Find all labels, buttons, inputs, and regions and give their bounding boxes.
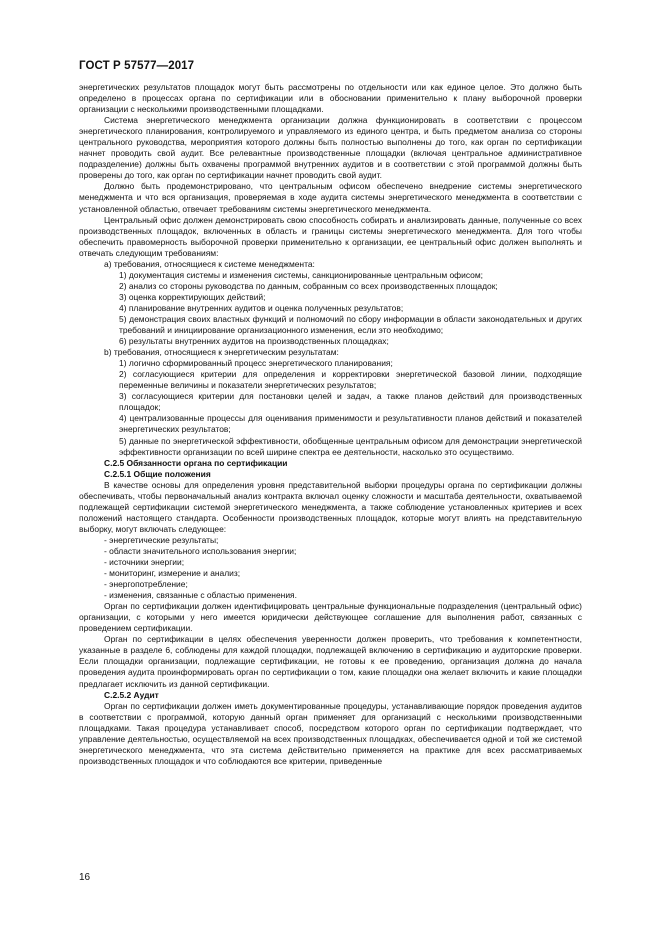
dash-list-item: - энергопотребление; (104, 579, 188, 590)
lettered-list-item: а) требования, относящиеся к системе менеджмента: (104, 258, 315, 269)
numbered-list-item: 1) документация системы и изменения системы, санкционированные центральным офисом; (119, 269, 483, 280)
page-number: 16 (79, 872, 91, 883)
paragraph: Орган по сертификации в целях обеспечения уверенности должен проверить, что требования к компетентности, указанные в разделе 6, соблюдены для каждой площадки, подлежащей включению в сертификацию и аудиторские проверки. Если площадки организации, подлежащие сертификации, не готовы к ее проведению, организация должна до начала проведения аудита проинформировать орган по сертификации о том, какие площадки она желает включить и какие площадки предлагает исключить из данной сертификации. (79, 634, 582, 689)
lettered-list-item: b) требования, относящиеся к энергетическим результатам: (104, 347, 339, 358)
paragraph: В качестве основы для определения уровня представительной выборки процедуры органа по сертификации должны обеспечивать, чтобы первоначальный анализ контракта включал оценку сложности и масштаба деятельности, охватываемой подлежащей сертификации системой энергетического менеджмента, а также соблюдение установленных критериев и всех положений настоящего стандарта. Особенности производственных площадок, которые могут влиять на представительную выборку, могут включать следующее: (79, 479, 582, 534)
section-heading: С.2.5 Обязанности органа по сертификации (104, 457, 288, 468)
dash-list-item: - источники энергии; (104, 557, 185, 568)
paragraph: Должно быть продемонстрировано, что центральным офисом обеспечено внедрение системы энергетического менеджмента и что вся организация, проверяемая в ходе аудита системы энергетического менеджмента в соответствии с установленной областью, отвечает требованиям системы энергетического менеджмента. (79, 181, 582, 214)
numbered-list-item: 5) демонстрация своих властных функций и полномочий по сбору информации в области законодательных и других требований и инициирование организационного изменения, если это необходимо; (119, 313, 582, 336)
dash-list-item: - изменения, связанные с областью применения. (104, 590, 297, 601)
paragraph: Орган по сертификации должен иметь документированные процедуры, устанавливающие порядок проведения аудитов в соответствии с программой, которую данный орган применяет для организаций с несколькими производственными площадками. Такая процедура устанавливает способ, посредством которого орган по сертификации подтверждает, что управление деятельностью, осуществляемой на всех производственных площадках, обеспечивается одной и той же системой энергетического менеджмента, что эта система действительно применяется на практике для всех рассматриваемых производственных площадок и что соблюдаются все критерии, приведенные (79, 700, 582, 766)
paragraph: Орган по сертификации должен идентифицировать центральные функциональные подразделения (центральный офис) организации, с которыми у него имеется юридически действующее соглашение для выполнения работ, связанных с проведением сертификации. (79, 601, 582, 634)
section-heading: С.2.5.2 Аудит (104, 689, 159, 700)
numbered-list-item: 1) логично сформированный процесс энергетического планирования; (119, 358, 393, 369)
document-header: ГОСТ Р 57577—2017 (79, 60, 195, 72)
numbered-list-item: 2) анализ со стороны руководства по данным, собранным со всех производственных площадок; (119, 280, 498, 291)
numbered-list-item: 6) результаты внутренних аудитов на производственных площадках; (119, 336, 389, 347)
paragraph: энергетических результатов площадок могут быть рассмотрены по отдельности или как единое целое. Это должно быть определено в процессах органа по сертификации или в обосновании применительно к плану выборочной проверки организации с несколькими производственными площадками. (79, 82, 582, 115)
dash-list-item: - мониторинг, измерение и анализ; (104, 568, 241, 579)
numbered-list-item: 5) данные по энергетической эффективности, обобщенные центральным офисом для демонстрации энергетической эффективности организации по всей ширине спектра ее деятельности, насколько это осуществимо. (119, 435, 582, 457)
numbered-list-item: 4) планирование внутренних аудитов и оценка полученных результатов; (119, 302, 404, 313)
document-body (79, 82, 582, 767)
numbered-list-item: 3) оценка корректирующих действий; (119, 291, 266, 302)
dash-list-item: - энергетические результаты; (104, 534, 219, 545)
numbered-list-item: 4) централизованные процессы для оценивания применимости и результативности планов действий и показателей энергетических результатов; (119, 413, 582, 435)
numbered-list-item: 2) согласующиеся критерии для определения и корректировки энергетической базовой линии, подходящие переменные величины и показатели энергетических результатов; (119, 369, 582, 391)
numbered-list-item: 3) согласующиеся критерии для постановки целей и задач, а также планов действий для производственных площадок; (119, 391, 582, 413)
paragraph: Система энергетического менеджмента организации должна функционировать в соответствии с процессом энергетического планирования, контролируемого и управляемого из единого центра, и быть предметом анализа со стороны центрального руководства, мероприятия которого должны быть полностью выполнены до того, как орган по сертификации начнет проводить свой аудит. Все релевантные производственные площадки (включая центральное административное подразделение) должны быть охвачены программой внутренних аудитов и в соответствии с этой программой должны быть проверены до того, как орган по сертификации начнет проводить свой аудит. (79, 115, 582, 181)
section-heading: С.2.5.1 Общие положения (104, 468, 211, 479)
paragraph: Центральный офис должен демонстрировать свою способность собирать и анализировать данные, полученные со всех производственных площадок, включенных в область и границы системы энергетического менеджмента. Для того чтобы обеспечить правомерность выборочной проверки применительно к организации, ее центральный офис должен выполнять и отвечать следующим требованиям: (79, 214, 582, 258)
dash-list-item: - области значительного использования энергии; (104, 545, 297, 556)
